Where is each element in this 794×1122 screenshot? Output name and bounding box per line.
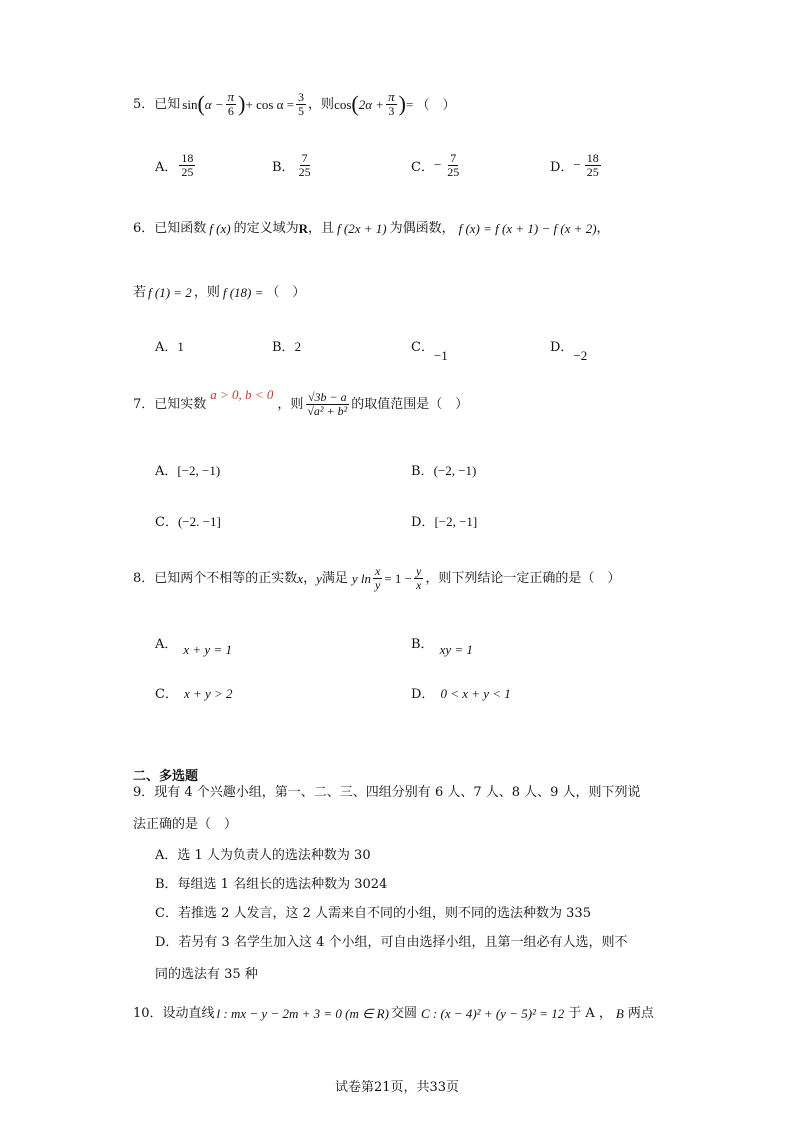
q7-stem: 7．已知实数 a > 0, b < 0 ，则 $\frac{√3b - a}{\text{√a² + b²}}$ 的取值范围是（ ） <box>133 386 469 418</box>
q6-option-a: A．1 <box>155 339 184 355</box>
q5-two-alpha: 2α + <box>358 96 385 112</box>
q5-option-d: D． − $\frac{18}{25}$ <box>550 151 599 179</box>
q6-f2x1: f (2x + 1) <box>337 221 387 236</box>
page-footer: 试卷第21页，共33页 <box>334 1080 460 1095</box>
q8-y-over-x: $\frac{y}{x}$ <box>416 563 422 592</box>
q5-paren2-close: ) <box>398 91 406 116</box>
q9-option-d-cont: 同的选法有 35 种 <box>155 967 258 982</box>
q8-stem: 8．已知两个不相等的正实数 x ， y 满足 y ln $\frac{x}{y}$ = 1 − $\frac{y}{x}$ ，则下列结论一定正确的是（ ） <box>133 563 621 592</box>
q10-line-eq: l : mx − y − 2m + 3 = 0 (m ∈ R) <box>216 1006 389 1021</box>
q5-pi-over-6: $\frac{\pi}{6}$ <box>227 89 235 119</box>
q5-option-b-frac: $\frac{7}{25}$ <box>298 151 311 179</box>
q10-circle-eq: C : (x − 4)² + (y − 5)² = 12 <box>420 1006 565 1021</box>
q6-option-d: D．−2 <box>550 340 588 363</box>
q6-R: R <box>298 221 308 236</box>
q5-then: ，则 <box>308 96 335 112</box>
q6-equation: f (x) = f (x + 1) − f (x + 2) <box>458 221 597 236</box>
q5-paren-open: ( <box>197 91 205 116</box>
q5-alpha-minus: α − <box>204 96 224 112</box>
q9-option-c: C．若推选 2 人发言，这 2 人需来自不同的小组，则不同的选法种数为 335 <box>155 906 591 921</box>
q5-option-d-frac: $\frac{18}{25}$ <box>586 151 599 179</box>
q6-f1: f (1) = 2 <box>148 285 192 300</box>
q6-option-c: C．−1 <box>411 340 448 363</box>
q5-three-fifths: $\frac{3}{5}$ <box>298 89 305 118</box>
q5-paren2-open: ( <box>351 91 359 116</box>
q7-option-c: C．(−2. −1] <box>155 514 221 530</box>
section-title-multi-choice: 二、多选题 <box>133 769 199 784</box>
q5-cos: cos <box>334 96 352 112</box>
q5-option-c: C． − $\frac{7}{25}$ <box>411 151 460 179</box>
q7-option-b: B．(−2, −1) <box>411 463 477 479</box>
q5-option-b: B． $\frac{7}{25}$ <box>272 151 311 179</box>
q6-fx: f (x) <box>209 221 231 236</box>
q6-stem-line1: 6．已知函数 f (x) 的定义域为 R ，且 f (2x + 1) 为偶函数， f (x) = f (x + 1) − f (x + 2) ， <box>133 221 610 236</box>
q9-stem-line2: 法正确的是（ ） <box>133 817 238 832</box>
q5-option-c-frac: $\frac{7}{25}$ <box>447 151 460 179</box>
q7-option-d: D．[−2, −1] <box>411 514 478 530</box>
q5-paren-close: ) <box>238 91 246 116</box>
q8-option-d: D． 0 < x + y < 1 <box>411 686 511 702</box>
q5-pi-over-3: $\frac{\pi}{3}$ <box>388 89 395 119</box>
q7-condition: a > 0, b < 0 <box>210 386 274 402</box>
q5-sin: sin <box>182 96 198 112</box>
q6-option-b: B．2 <box>272 339 302 355</box>
q5-stem <box>133 84 456 124</box>
q8-option-c: C． x + y > 2 <box>155 686 233 702</box>
q9-option-b: B．每组选 1 名组长的选法种数为 3024 <box>155 877 388 892</box>
q9-option-a: A．选 1 人为负责人的选法种数为 30 <box>155 848 371 863</box>
q9-stem-line1: 9．现有 4 个兴趣小组，第一、二、三、四组分别有 6 人、7 人、8 人、9 人，则下列说 <box>133 785 641 800</box>
q6-f18: f (18) = <box>222 285 264 300</box>
q5-prefix: 5．已知 <box>133 96 181 112</box>
q8-option-b: B． xy = 1 <box>411 637 473 657</box>
q10-stem: 10．设动直线 l : mx − y − 2m + 3 = 0 (m ∈ R) 交圆 C : (x − 4)² + (y − 5)² = 12 于 A ， B 两点 <box>133 1006 654 1021</box>
q5-plus-cos: + cos α = <box>245 96 295 112</box>
q5-eq-paren: = （ ） <box>405 96 456 112</box>
q7-fraction: $\frac{√3b - a}{\text{√a² + b²}}$ <box>307 389 348 418</box>
q8-option-a: A． x + y = 1 <box>155 637 232 657</box>
q7-option-a: A．[−2, −1) <box>155 463 221 479</box>
q9-option-d: D．若另有 3 名学生加入这 4 个小组，可自由选择小组，且第一组必有人选，则不 <box>155 935 628 950</box>
q5-option-a-frac: $\frac{18}{25}$ <box>181 151 194 179</box>
q8-x-over-y: $\frac{x}{y}$ <box>375 563 381 592</box>
q5-option-a: A． $\frac{18}{25}$ <box>155 151 194 179</box>
q8-ylnx: y ln <box>351 570 372 586</box>
q6-stem-line2: 若 f (1) = 2 ，则 f (18) = （ ） <box>133 285 306 300</box>
